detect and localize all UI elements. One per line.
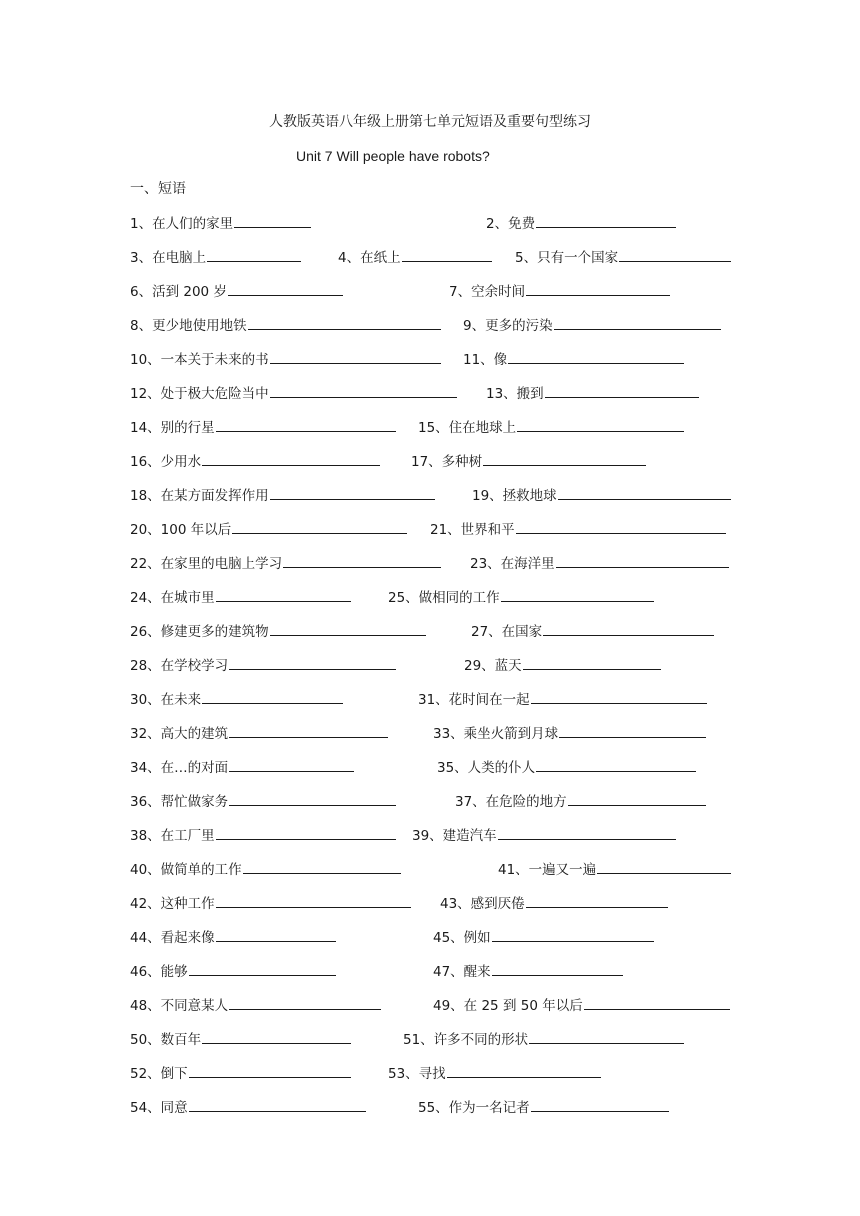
answer-blank[interactable] [483,451,646,466]
answer-blank[interactable] [216,417,396,432]
phrase-prompt: 25、做相同的工作 [388,590,500,606]
phrase-prompt: 21、世界和平 [430,522,515,538]
phrase-item [449,281,670,302]
answer-blank[interactable] [216,587,351,602]
phrase-item [418,417,684,438]
phrase-prompt: 8、更少地使用地铁 [130,318,247,334]
answer-blank[interactable] [508,349,684,364]
phrase-prompt: 53、寻找 [388,1066,446,1082]
phrase-prompt: 36、帮忙做家务 [130,794,229,810]
phrase-item [498,859,731,880]
phrase-item [412,825,676,846]
phrase-item [403,1029,684,1050]
phrase-item [486,213,676,234]
phrase-row [0,417,860,439]
phrase-prompt: 5、只有一个国家 [515,250,619,266]
phrase-prompt: 27、在国家 [471,624,543,640]
phrase-item [130,927,336,948]
phrase-item [515,247,731,268]
phrase-item [130,995,381,1016]
phrase-prompt: 32、高大的建筑 [130,726,229,742]
answer-blank[interactable] [216,825,396,840]
phrase-prompt: 17、多种树 [411,454,483,470]
answer-blank[interactable] [189,1097,366,1112]
answer-blank[interactable] [207,247,301,262]
phrase-prompt: 49、在 25 到 50 年以后 [433,998,583,1014]
phrase-prompt: 10、一本关于未来的书 [130,352,269,368]
phrase-item [130,1029,351,1050]
answer-blank[interactable] [529,1029,684,1044]
phrase-row [0,893,860,915]
phrase-item [130,485,435,506]
phrase-prompt: 1、在人们的家里 [130,216,234,232]
phrase-prompt: 6、活到 200 岁 [130,284,227,300]
phrase-prompt: 33、乘坐火箭到月球 [433,726,559,742]
phrase-prompt: 29、蓝天 [464,658,522,674]
phrase-prompt: 39、建造汽车 [412,828,497,844]
phrase-prompt: 3、在电脑上 [130,250,207,266]
phrase-prompt: 14、别的行星 [130,420,215,436]
phrase-item [130,825,396,846]
phrase-prompt: 18、在某方面发挥作用 [130,488,269,504]
phrase-row [0,1063,860,1085]
phrase-row [0,451,860,473]
phrase-item [130,791,396,812]
answer-blank[interactable] [543,621,714,636]
answer-blank[interactable] [229,723,388,738]
phrase-prompt: 44、看起来像 [130,930,215,946]
phrase-item [471,621,714,642]
phrase-item [433,927,654,948]
phrase-prompt: 42、这种工作 [130,896,215,912]
phrase-prompt: 35、人类的仆人 [437,760,536,776]
phrase-prompt: 50、数百年 [130,1032,202,1048]
phrase-item [130,859,401,880]
phrase-item [130,315,441,336]
answer-blank[interactable] [243,859,401,874]
phrase-row [0,1029,860,1051]
phrase-item [130,587,351,608]
phrase-row [0,1097,860,1119]
phrase-prompt: 30、在未来 [130,692,202,708]
phrase-row [0,519,860,541]
answer-blank[interactable] [232,519,407,534]
phrase-item [130,519,407,540]
phrase-item [130,893,411,914]
answer-blank[interactable] [597,859,731,874]
phrase-prompt: 55、作为一名记者 [418,1100,530,1116]
phrase-prompt: 41、一遍又一遍 [498,862,597,878]
phrase-item [455,791,706,812]
phrase-item [130,757,354,778]
answer-blank[interactable] [248,315,441,330]
phrase-item [418,689,707,710]
answer-blank[interactable] [270,383,457,398]
phrase-item [130,417,396,438]
answer-blank[interactable] [556,553,729,568]
answer-blank[interactable] [402,247,492,262]
phrase-item [130,281,343,302]
phrase-item [130,1097,366,1118]
phrase-item [433,961,623,982]
phrase-prompt: 51、许多不同的形状 [403,1032,529,1048]
phrase-prompt: 22、在家里的电脑上学习 [130,556,283,572]
phrase-item [472,485,731,506]
phrase-row [0,859,860,881]
phrase-prompt: 11、像 [463,352,508,368]
answer-blank[interactable] [270,621,426,636]
phrase-item [130,349,441,370]
phrase-row [0,689,860,711]
phrase-item [433,723,706,744]
phrase-item [463,315,721,336]
phrase-row [0,791,860,813]
answer-blank[interactable] [216,893,411,908]
phrase-item [338,247,492,268]
answer-blank[interactable] [447,1063,601,1078]
phrase-prompt: 7、空余时间 [449,284,526,300]
answer-blank[interactable] [558,485,731,500]
phrase-item [433,995,730,1016]
phrase-item [130,383,457,404]
answer-blank[interactable] [189,961,336,976]
answer-blank[interactable] [568,791,706,806]
phrase-prompt: 23、在海洋里 [470,556,555,572]
answer-blank[interactable] [619,247,731,262]
phrase-prompt: 52、倒下 [130,1066,188,1082]
answer-blank[interactable] [584,995,730,1010]
answer-blank[interactable] [202,451,380,466]
phrase-prompt: 45、例如 [433,930,491,946]
phrase-prompt: 46、能够 [130,964,188,980]
phrase-row [0,757,860,779]
phrase-prompt: 13、搬到 [486,386,544,402]
phrase-item [388,1063,601,1084]
phrase-prompt: 15、住在地球上 [418,420,517,436]
phrase-prompt: 12、处于极大危险当中 [130,386,269,402]
phrase-prompt: 4、在纸上 [338,250,401,266]
phrase-item [130,451,380,472]
answer-blank[interactable] [501,587,654,602]
answer-blank[interactable] [545,383,699,398]
phrase-prompt: 40、做简单的工作 [130,862,242,878]
phrase-prompt: 54、同意 [130,1100,188,1116]
phrase-item [130,1063,351,1084]
phrase-item [130,689,343,710]
phrase-prompt: 28、在学校学习 [130,658,229,674]
answer-blank[interactable] [202,689,343,704]
phrase-row [0,825,860,847]
answer-blank[interactable] [531,1097,669,1112]
phrase-item [463,349,684,370]
phrase-row [0,961,860,983]
answer-blank[interactable] [270,485,435,500]
answer-blank[interactable] [492,927,654,942]
page-title: 人教版英语八年级上册第七单元短语及重要句型练习 [269,114,591,130]
phrase-prompt: 16、少用水 [130,454,202,470]
phrase-item [130,961,336,982]
phrase-item [437,757,696,778]
phrase-row [0,383,860,405]
answer-blank[interactable] [559,723,706,738]
phrase-row [0,995,860,1017]
phrase-prompt: 20、100 年以后 [130,522,232,538]
section-heading: 一、短语 [130,181,186,197]
answer-blank[interactable] [229,655,396,670]
answer-blank[interactable] [526,281,670,296]
answer-blank[interactable] [229,995,381,1010]
phrase-item [411,451,646,472]
phrase-row [0,247,860,269]
phrase-prompt: 19、拯救地球 [472,488,557,504]
phrase-row [0,315,860,337]
phrase-row [0,485,860,507]
phrase-prompt: 34、在…的对面 [130,760,229,776]
answer-blank[interactable] [517,417,684,432]
answer-blank[interactable] [523,655,661,670]
phrase-row [0,723,860,745]
phrase-prompt: 38、在工厂里 [130,828,215,844]
phrase-row [0,349,860,371]
phrase-item [130,213,311,234]
phrase-row [0,621,860,643]
phrase-prompt: 9、更多的污染 [463,318,553,334]
answer-blank[interactable] [526,893,668,908]
phrase-item [418,1097,669,1118]
phrase-item [130,621,426,642]
phrase-item [130,553,441,574]
answer-blank[interactable] [216,927,336,942]
phrase-row [0,281,860,303]
phrase-item [430,519,726,540]
phrase-item [130,247,301,268]
phrase-prompt: 24、在城市里 [130,590,215,606]
answer-blank[interactable] [229,757,354,772]
answer-blank[interactable] [202,1029,351,1044]
answer-blank[interactable] [536,757,696,772]
phrase-item [130,723,388,744]
phrase-row [0,927,860,949]
answer-blank[interactable] [234,213,311,228]
phrase-prompt: 37、在危险的地方 [455,794,567,810]
phrase-item [464,655,661,676]
phrase-row [0,587,860,609]
phrase-row [0,553,860,575]
phrase-row [0,655,860,677]
answer-blank[interactable] [283,553,441,568]
phrase-item [130,655,396,676]
answer-blank[interactable] [516,519,726,534]
answer-blank[interactable] [229,791,396,806]
phrase-row [0,213,860,235]
answer-blank[interactable] [492,961,623,976]
answer-blank[interactable] [498,825,676,840]
answer-blank[interactable] [536,213,676,228]
phrase-item [388,587,654,608]
answer-blank[interactable] [228,281,343,296]
phrase-item [470,553,729,574]
phrase-prompt: 48、不同意某人 [130,998,229,1014]
answer-blank[interactable] [554,315,721,330]
phrase-prompt: 47、醒来 [433,964,491,980]
phrase-item [440,893,668,914]
answer-blank[interactable] [270,349,441,364]
phrase-prompt: 26、修建更多的建筑物 [130,624,269,640]
answer-blank[interactable] [189,1063,351,1078]
phrase-item [486,383,699,404]
phrase-prompt: 31、花时间在一起 [418,692,530,708]
answer-blank[interactable] [531,689,707,704]
phrase-prompt: 2、免费 [486,216,536,232]
unit-subtitle: Unit 7 Will people have robots? [296,148,490,164]
phrase-prompt: 43、感到厌倦 [440,896,525,912]
